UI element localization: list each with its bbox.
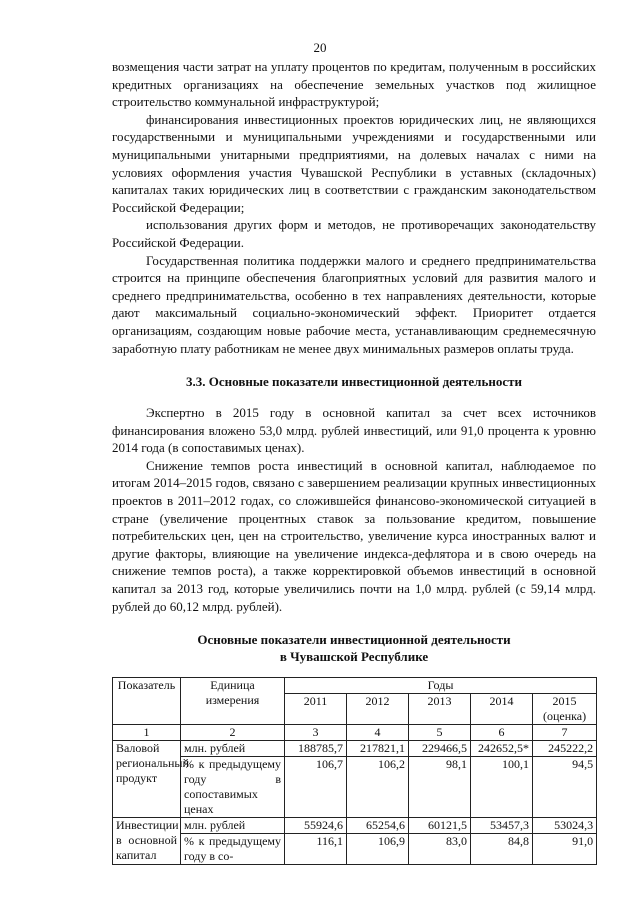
table-row	[113, 757, 597, 818]
unit-cell: млн. рублей	[181, 818, 285, 834]
paragraph: финансирования инвестиционных проектов юридических лиц, не являющихся государственными и муниципальными учреждениями и государственными или муниципальными унитарными предприятиями, на долевых началах с ними на условиях оформления участия Чувашской Республики в уставных (складочных) капиталах таких юридических лиц в соответствии с гражданским законодательством Российской Федерации;	[112, 111, 596, 215]
header-years: Годы	[285, 678, 597, 694]
value-cell: 217821,1	[347, 741, 409, 757]
value-cell: 53457,3	[471, 818, 533, 834]
table-title	[112, 631, 596, 665]
value-cell: 245222,2	[533, 741, 597, 757]
value-cell: 106,7	[285, 757, 347, 818]
paragraph: использования других форм и методов, не противоречащих законодательству Российской Федерации.	[112, 217, 596, 250]
value-cell: 84,8	[471, 834, 533, 865]
value-cell: 116,1	[285, 834, 347, 865]
header-indicator: Показатель	[113, 678, 181, 725]
value-cell: 65254,6	[347, 818, 409, 834]
value-cell: 55924,6	[285, 818, 347, 834]
page-body	[112, 58, 596, 865]
column-number: 7	[533, 725, 597, 741]
section-heading: 3.3. Основные показатели инвестиционной деятельности	[186, 374, 522, 390]
unit-cell: % к предыдущему году в сопоставимых ценах	[181, 757, 285, 818]
column-number: 4	[347, 725, 409, 741]
unit-cell: % к предыдущему году в со-	[181, 834, 285, 865]
column-number: 1	[113, 725, 181, 741]
table-title-line: в Чувашской Республике	[279, 649, 429, 665]
table-row	[113, 834, 597, 865]
indicators-table	[112, 677, 597, 865]
year-cell: 2014	[471, 694, 533, 725]
value-cell: 229466,5	[409, 741, 471, 757]
table-row	[113, 741, 597, 757]
column-number: 6	[471, 725, 533, 741]
value-cell: 94,5	[533, 757, 597, 818]
column-number: 3	[285, 725, 347, 741]
page-number: 20	[313, 40, 327, 55]
unit-cell: млн. рублей	[181, 741, 285, 757]
value-cell: 100,1	[471, 757, 533, 818]
header-unit: Единица измерения	[181, 678, 285, 725]
value-cell: 83,0	[409, 834, 471, 865]
indicator-cell: Валовой региональный продукт	[113, 741, 181, 818]
table-row	[113, 818, 597, 834]
value-cell: 60121,5	[409, 818, 471, 834]
value-cell: 106,2	[347, 757, 409, 818]
column-number: 2	[181, 725, 285, 741]
column-number: 5	[409, 725, 471, 741]
paragraph: Экспертно в 2015 году в основной капитал за счет всех источников финансирования вложено 53,0 млрд. рублей инвестиций, или 91,0 процента к уровню 2014 года (в сопоставимых ценах).	[112, 405, 596, 456]
year-cell: 2013	[409, 694, 471, 725]
indicator-cell: Инвестиции в основной капитал	[113, 818, 181, 865]
paragraph: возмещения части затрат на уплату процентов по кредитам, полученным в российских кредитных организациях на обеспечение земельных участков под жилищное строительство коммунальной инфраструктурой;	[112, 59, 596, 110]
paragraph: Государственная политика поддержки малого и среднего предпринимательства строится на принципе обеспечения благоприятных условий для развития малого и среднего предпринимательства, особенно в тех направлениях деятельности, которые дают максимальный социально-экономический эффект. Приоритет отдается организациям, создающим новые рабочие места, устанавливающим среднемесячную заработную плату работникам не менее двух минимальных размеров оплаты труда.	[112, 252, 596, 356]
table-header-row	[113, 678, 597, 694]
year-cell: 2015 (оценка)	[533, 694, 597, 725]
table-title-line: Основные показатели инвестиционной деятельности	[197, 632, 511, 648]
value-cell: 53024,3	[533, 818, 597, 834]
value-cell: 98,1	[409, 757, 471, 818]
column-number-row	[113, 725, 597, 741]
value-cell: 188785,7	[285, 741, 347, 757]
value-cell: 106,9	[347, 834, 409, 865]
year-cell: 2011	[285, 694, 347, 725]
value-cell: 242652,5*	[471, 741, 533, 757]
value-cell: 91,0	[533, 834, 597, 865]
paragraph: Снижение темпов роста инвестиций в основной капитал, наблюдаемое по итогам 2014–2015 годов, связано с завершением реализации крупных инвестиционных проектов в 2011–2012 годах, со сложившейся финансово-экономической ситуацией в стране (увеличение процентных ставок за пользование кредитом, повышение потребительских цен, цен на строительство, увеличение курса иностранных валют и другие факторы, влияющие на увеличение индекса-дефлятора и в свою очередь на снижение темпов роста), а также корректировкой объемов инвестиций в основной капитал за 2013 год, которые увеличились почти на 1,0 млрд. рублей (с 59,14 млрд. рублей до 60,12 млрд. рублей).	[112, 457, 596, 614]
year-cell: 2012	[347, 694, 409, 725]
